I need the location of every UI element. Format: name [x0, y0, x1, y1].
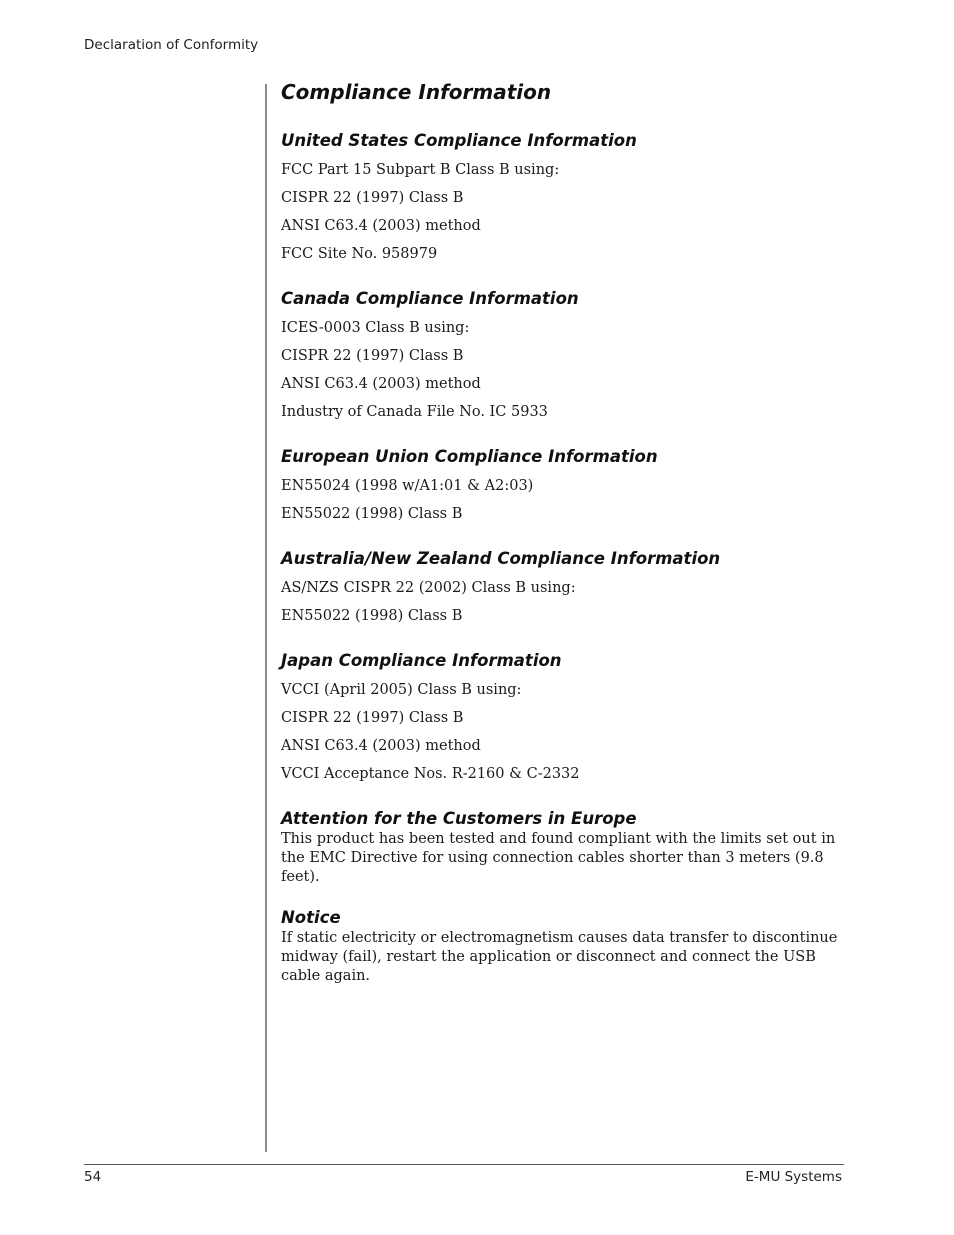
- compliance-line: FCC Part 15 Subpart B Class B using:: [281, 162, 560, 178]
- compliance-line: CISPR 22 (1997) Class B: [281, 190, 464, 206]
- section-title: Canada Compliance Information: [281, 289, 579, 308]
- section-paragraph: This product has been tested and found compliant with the limits set out in the EMC Directive for using connection cables shorter than 3 meters (9.8 feet).: [281, 831, 836, 885]
- section-us-compliance: [281, 130, 846, 268]
- section-title: Japan Compliance Information: [281, 651, 562, 670]
- footer-brand: E-MU Systems: [745, 1169, 842, 1185]
- compliance-line: ANSI C63.4 (2003) method: [281, 738, 481, 754]
- compliance-line: ICES-0003 Class B using:: [281, 320, 470, 336]
- footer-divider: [84, 1164, 844, 1165]
- section-eu-compliance: [281, 446, 846, 528]
- section-title: Attention for the Customers in Europe: [281, 809, 637, 828]
- compliance-line: AS/NZS CISPR 22 (2002) Class B using:: [281, 580, 576, 596]
- vertical-divider: [265, 84, 267, 1152]
- page-title: Compliance Information: [281, 80, 552, 104]
- section-title: Australia/New Zealand Compliance Information: [281, 549, 721, 568]
- compliance-line: EN55022 (1998) Class B: [281, 506, 463, 522]
- compliance-line: ANSI C63.4 (2003) method: [281, 376, 481, 392]
- page-content: [281, 78, 846, 986]
- compliance-line: CISPR 22 (1997) Class B: [281, 710, 464, 726]
- compliance-line: EN55022 (1998) Class B: [281, 608, 463, 624]
- compliance-line: CISPR 22 (1997) Class B: [281, 348, 464, 364]
- page-number: 54: [84, 1169, 102, 1185]
- section-paragraph: If static electricity or electromagnetism causes data transfer to discontinue midway (fail), restart the application or disconnect and connect the USB cable again.: [281, 930, 838, 984]
- section-title: United States Compliance Information: [281, 131, 637, 150]
- section-europe-customers: [281, 808, 846, 887]
- section-title: Notice: [281, 908, 341, 927]
- section-japan-compliance: [281, 650, 846, 788]
- compliance-line: Industry of Canada File No. IC 5933: [281, 404, 548, 420]
- section-title: European Union Compliance Information: [281, 447, 658, 466]
- compliance-line: VCCI Acceptance Nos. R-2160 & C-2332: [281, 766, 580, 782]
- section-notice: [281, 907, 846, 986]
- running-header: Declaration of Conformity: [84, 37, 259, 53]
- section-canada-compliance: [281, 288, 846, 426]
- compliance-line: EN55024 (1998 w/A1:01 & A2:03): [281, 478, 534, 494]
- compliance-line: ANSI C63.4 (2003) method: [281, 218, 481, 234]
- compliance-line: FCC Site No. 958979: [281, 246, 438, 262]
- section-anz-compliance: [281, 548, 846, 630]
- compliance-line: VCCI (April 2005) Class B using:: [281, 682, 522, 698]
